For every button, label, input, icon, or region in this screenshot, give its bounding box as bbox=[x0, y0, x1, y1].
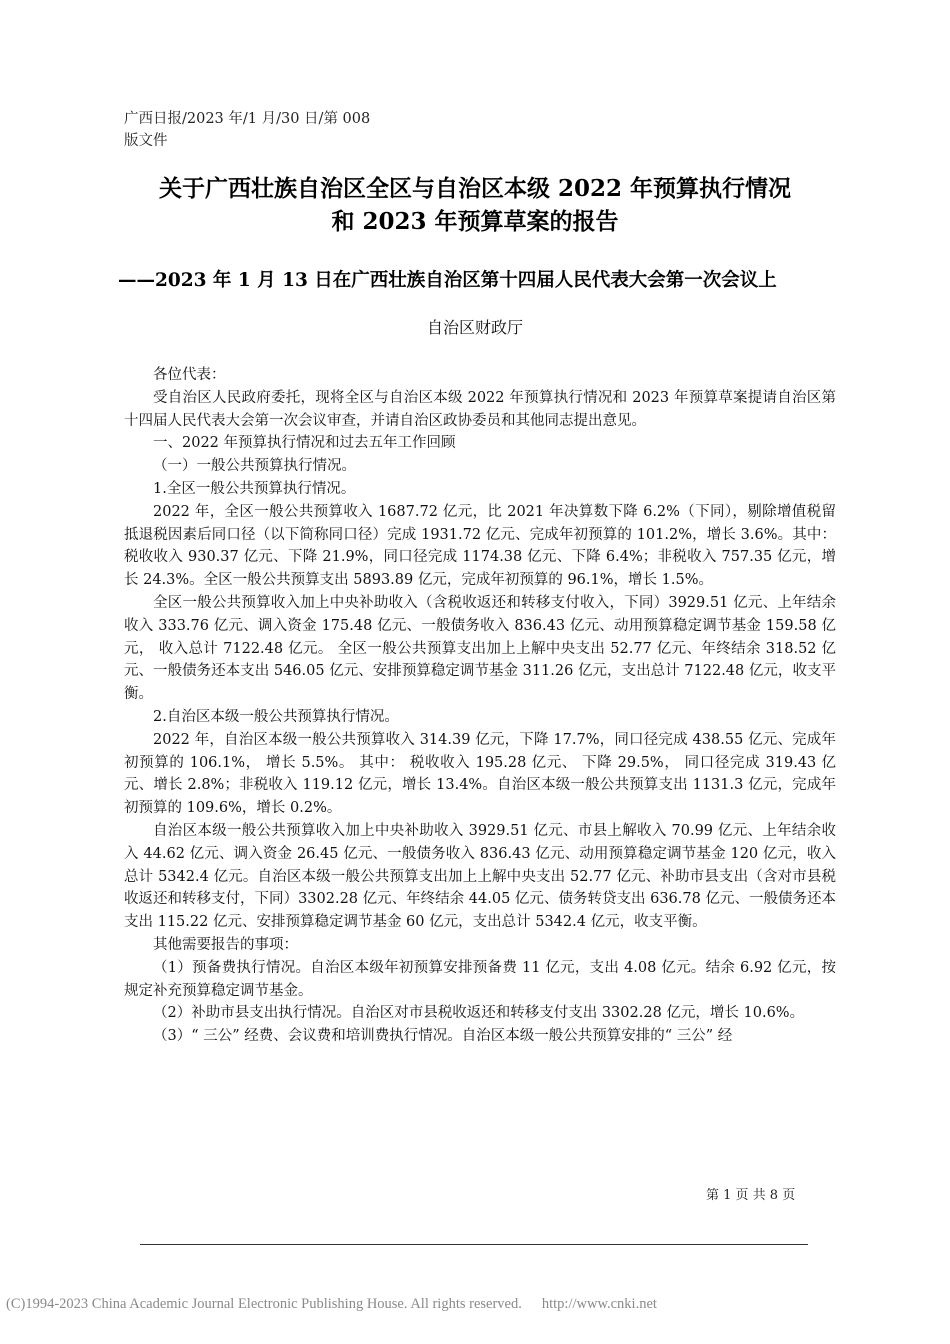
item-heading: 2.自治区本级一般公共预算执行情况。 bbox=[153, 708, 399, 725]
footer-divider bbox=[140, 1244, 808, 1245]
section-heading: 一、2022 年预算执行情况和过去五年工作回顾 bbox=[153, 435, 456, 452]
cnki-url: http://www.cnki.net bbox=[541, 1296, 657, 1312]
document-author: 自治区财政厅 bbox=[426, 318, 523, 337]
paragraph: 全区一般公共预算收入加上中央补助收入（含税收返还和转移支付收入，下同）3929.51 亿元、上年结余收入 333.76 亿元、调入资金 175.48 亿元、一般债务收入 836.43 亿元、动用预算稳定调节基金 159.58 亿元， 收入总计 7122.48 亿元。 全区一般公共预算支出加上上解中央支出 52.77 亿元、年终结余 318.52 亿元、一般债务还本支出 546.05 亿元、安排预算稳定调节基金 311.26 亿元，支出总计 7122.48 亿元，收支平衡。 bbox=[124, 594, 836, 703]
document-subtitle: ——2023 年 1 月 13 日在广西壮族自治区第十四届人民代表大会第一次会议上 bbox=[118, 270, 777, 291]
subsection-heading: （一）一般公共预算执行情况。 bbox=[153, 458, 356, 475]
paragraph: （3）“ 三公” 经费、会议费和培训费执行情况。自治区本级一般公共预算安排的“ 三公” 经 bbox=[153, 1028, 733, 1045]
paragraph: 2022 年，自治区本级一般公共预算收入 314.39 亿元，下降 17.7%，同口径完成 438.55 亿元、完成年初预算的 106.1%， 增长 5.5%。 其中： 税收收入 195.28 亿元、 下降 29.5%， 同口径完成 319.43 亿元、增长 2.8%；非税收入 119.12 亿元，增长 13.4%。自治区本级一般公共预算支出 1131.3 亿元，完成年初预算的 109.6%，增长 0.2%。 bbox=[124, 731, 836, 817]
paragraph: 受自治区人民政府委托，现将全区与自治区本级 2022 年预算执行情况和 2023 年预算草案提请自治区第十四届人民代表大会第一次会议审查，并请自治区政协委员和其他同志提出意见。 bbox=[124, 389, 836, 429]
paragraph: 2022 年，全区一般公共预算收入 1687.72 亿元，比 2021 年决算数下降 6.2%（下同），剔除增值税留抵退税因素后同口径（以下简称同口径）完成 1931.72 亿元、完成年初预算的 101.2%，增长 3.6%。其中：税收收入 930.37 亿元、下降 21.9%，同口径完成 1174.38 亿元、下降 6.4%；非税收入 757.35 亿元，增长 24.3%。全区一般公共预算支出 5893.89 亿元，完成年初预算的 96.1%，增长 1.5%。 bbox=[124, 503, 836, 589]
paragraph: 自治区本级一般公共预算收入加上中央补助收入 3929.51 亿元、市县上解收入 70.99 亿元、上年结余收入 44.62 亿元、调入资金 26.45 亿元、一般债务收入 836.43 亿元、动用预算稳定调节基金 120 亿元，收入总计 5342.4 亿元。自治区本级一般公共预算支出加上上解中央支出 52.77 亿元、补助市县支出（含对市县税收返还和转移支付，下同）3302.28 亿元、年终结余 44.05 亿元、债务转贷支出 636.78 亿元、一般债务还本支出 115.22 亿元、安排预算稳定调节基金 60 亿元，支出总计 5342.4 亿元，收支平衡。 bbox=[124, 822, 836, 931]
source-citation bbox=[124, 108, 394, 152]
paragraph: （2）补助市县支出执行情况。自治区对市县税收返还和转移支付支出 3302.28 亿元，增长 10.6%。 bbox=[153, 1005, 805, 1022]
paragraph: （1）预备费执行情况。自治区本级年初预算安排预备费 11 亿元，支出 4.08 亿元。结余 6.92 亿元，按规定补充预算稳定调节基金。 bbox=[124, 959, 836, 999]
copyright-text: (C)1994-2023 China Academic Journal Electronic Publishing House. All rights reserved. bbox=[6, 1296, 522, 1312]
copyright-footer bbox=[6, 1296, 946, 1313]
title-line-2: 和 2023 年预算草案的报告 bbox=[331, 208, 619, 235]
paragraph: 其他需要报告的事项： bbox=[153, 936, 298, 953]
page-number: 第 1 页 共 8 页 bbox=[706, 1188, 796, 1203]
source-line-1: 广西日报/2023 年/1 月/30 日/第 008 bbox=[124, 111, 371, 127]
source-line-2: 版文件 bbox=[124, 133, 168, 149]
document-body bbox=[124, 364, 836, 1048]
item-heading: 1.全区一般公共预算执行情况。 bbox=[153, 480, 356, 497]
title-line-1: 关于广西壮族自治区全区与自治区本级 2022 年预算执行情况 bbox=[158, 175, 792, 202]
document-title bbox=[110, 172, 840, 238]
salutation: 各位代表： bbox=[153, 367, 226, 383]
